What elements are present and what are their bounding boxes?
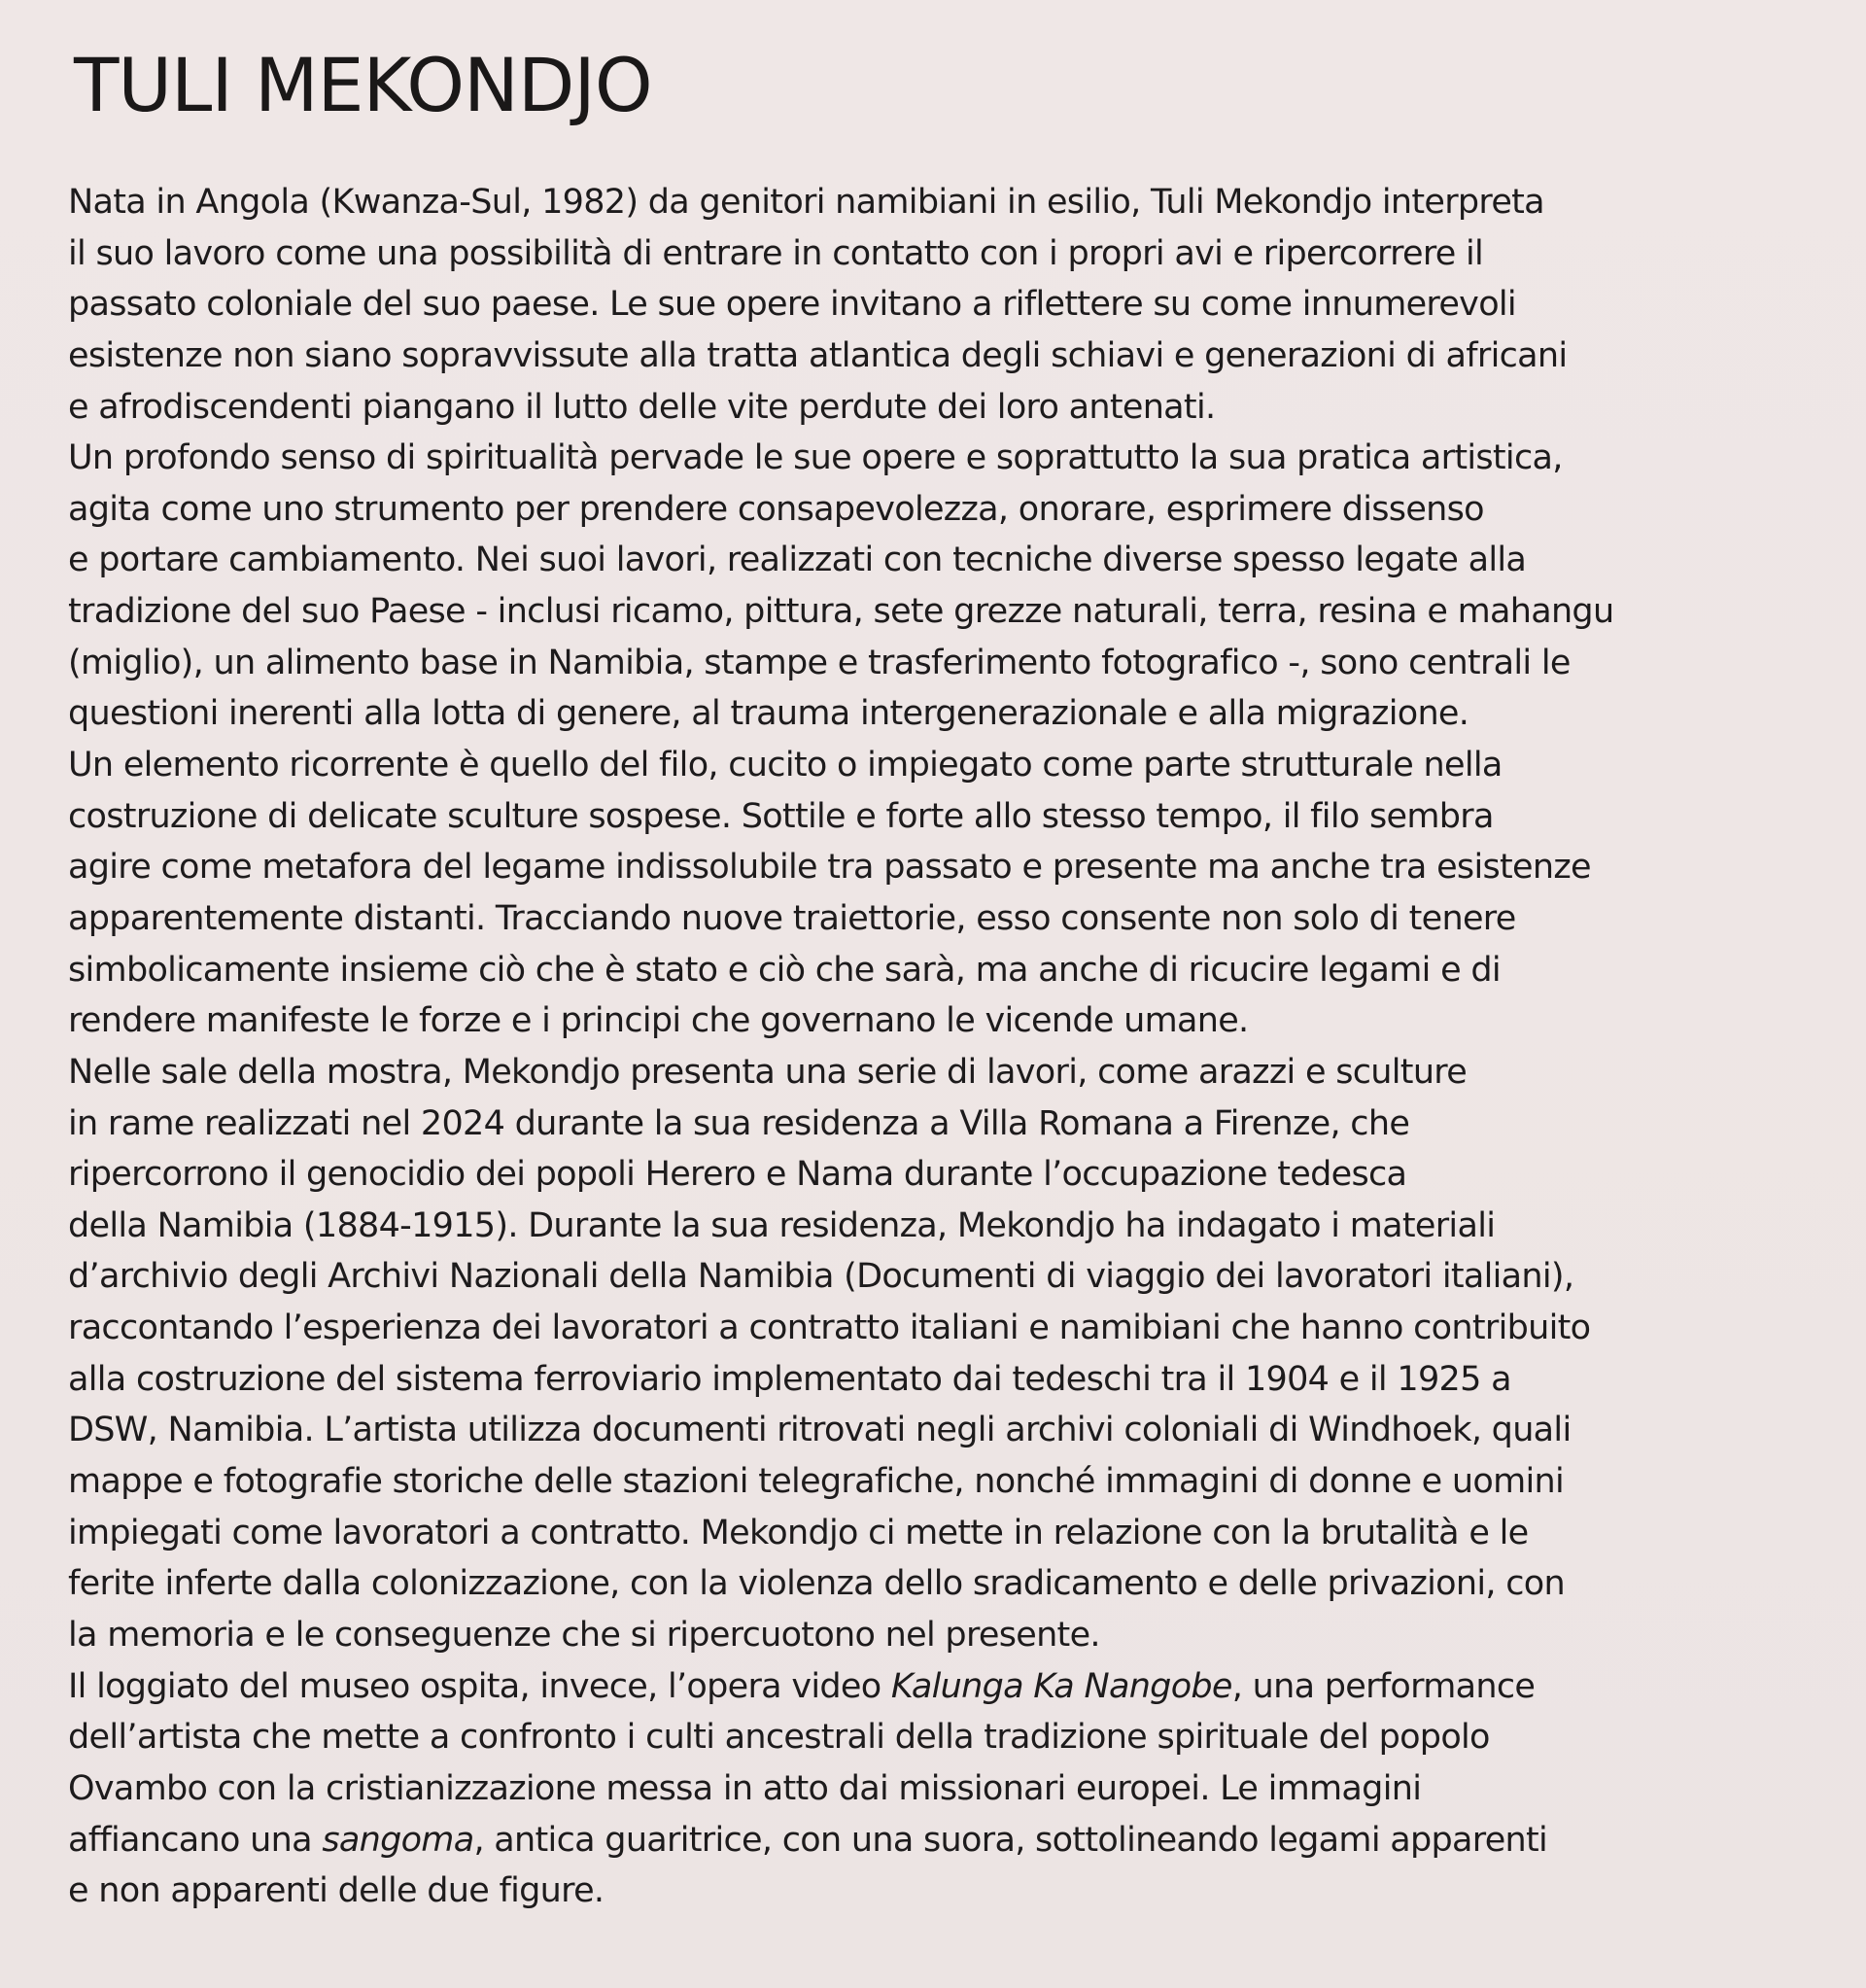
text-line: Nata in Angola (Kwanza-Sul, 1982) da genitori namibiani in esilio, Tuli Mekondjo interpreta: [68, 183, 1544, 222]
text-segment: Il loggiato del museo ospita, invece, l’opera video: [68, 1666, 891, 1706]
text-line: [68, 1661, 1817, 1713]
paragraph-loggia-video: [68, 1661, 1817, 1917]
text-line: esistenze non siano sopravvissute alla tratta atlantica degli schiavi e generazioni di africani: [68, 335, 1568, 375]
artist-name-title: TULI MEKONDJO: [74, 42, 652, 128]
text-line: [68, 1815, 1817, 1866]
text-segment: affiancano una: [68, 1820, 323, 1860]
text-line: simbolicamente insieme ciò che è stato e ciò che sarà, ma anche di ricucire legami e di: [68, 950, 1501, 990]
text-line: Un profondo senso di spiritualità pervade le sue opere e soprattutto la sua pratica artistica,: [68, 438, 1563, 478]
text-segment: , una performance: [1231, 1666, 1536, 1706]
text-line: costruzione di delicate sculture sospese. Sottile e forte allo stesso tempo, il filo sembra: [68, 796, 1494, 836]
text-line: e non apparenti delle due figure.: [68, 1871, 605, 1911]
text-line: questioni inerenti alla lotta di genere, al trauma intergenerazionale e alla migrazione.: [68, 694, 1469, 734]
text-line: alla costruzione del sistema ferroviario implementato dai tedeschi tra il 1904 e il 1925 a: [68, 1359, 1511, 1399]
text-line: della Namibia (1884-1915). Durante la sua residenza, Mekondjo ha indagato i materiali: [68, 1205, 1496, 1245]
text-line: tradizione del suo Paese - inclusi ricamo, pittura, sete grezze naturali, terra, resina e mahangu: [68, 592, 1614, 632]
text-line: rendere manifeste le forze e i principi che governano le vicende umane.: [68, 1001, 1249, 1041]
text-line: Ovambo con la cristianizzazione messa in atto dai missionari europei. Le immagini: [68, 1768, 1422, 1808]
term-italic: sangoma: [322, 1820, 474, 1860]
paragraph-exhibition: [68, 1047, 1817, 1661]
text-line: ripercorrono il genocidio dei popoli Herero e Nama durante l’occupazione tedesca: [68, 1155, 1407, 1195]
text-line: agire come metafora del legame indissolubile tra passato e presente ma anche tra esistenze: [68, 848, 1591, 888]
text-line: Un elemento ricorrente è quello del filo, cucito o impiegato come parte strutturale nella: [68, 746, 1503, 785]
text-line: d’archivio degli Archivi Nazionali della Namibia (Documenti di viaggio dei lavoratori italiani),: [68, 1257, 1574, 1297]
text-line: mappe e fotografie storiche delle stazioni telegrafiche, nonché immagini di donne e uomini: [68, 1462, 1565, 1502]
paragraph-spirituality: [68, 433, 1817, 740]
text-line: agita come uno strumento per prendere consapevolezza, onorare, esprimere dissenso: [68, 489, 1484, 529]
paragraph-thread: [68, 740, 1817, 1047]
paragraph-biography: [68, 177, 1817, 433]
text-line: Nelle sale della mostra, Mekondjo presenta una serie di lavori, come arazzi e sculture: [68, 1052, 1468, 1092]
text-line: in rame realizzati nel 2024 durante la sua residenza a Villa Romana a Firenze, che: [68, 1103, 1410, 1143]
text-line: raccontando l’esperienza dei lavoratori a contratto italiani e namibiani che hanno contribuito: [68, 1308, 1591, 1348]
text-segment: , antica guaritrice, con una suora, sottolineando legami apparenti: [473, 1820, 1548, 1860]
text-line: e afrodiscendenti piangano il lutto delle vite perdute dei loro antenati.: [68, 387, 1216, 427]
text-line: il suo lavoro come una possibilità di entrare in contatto con i propri avi e ripercorrere il: [68, 233, 1484, 273]
text-line: DSW, Namibia. L’artista utilizza documenti ritrovati negli archivi coloniali di Windhoek, quali: [68, 1411, 1572, 1450]
artwork-title-italic: Kalunga Ka Nangobe: [890, 1666, 1232, 1706]
text-line: la memoria e le conseguenze che si ripercuotono nel presente.: [68, 1615, 1100, 1655]
text-line: impiegati come lavoratori a contratto. Mekondjo ci mette in relazione con la brutalità e le: [68, 1513, 1529, 1552]
text-line: apparentemente distanti. Tracciando nuove traiettorie, esso consente non solo di tenere: [68, 898, 1516, 938]
text-line: passato coloniale del suo paese. Le sue opere invitano a riflettere su come innumerevoli: [68, 285, 1516, 325]
text-line: (miglio), un alimento base in Namibia, stampe e trasferimento fotografico -, sono centrali le: [68, 643, 1571, 682]
wall-text-body: [68, 177, 1817, 1917]
text-line: ferite inferte dalla colonizzazione, con la violenza dello sradicamento e delle privazioni, con: [68, 1564, 1565, 1604]
text-line: dell’artista che mette a confronto i culti ancestrali della tradizione spirituale del popolo: [68, 1718, 1490, 1758]
text-line: e portare cambiamento. Nei suoi lavori, realizzati con tecniche diverse spesso legate alla: [68, 541, 1527, 580]
